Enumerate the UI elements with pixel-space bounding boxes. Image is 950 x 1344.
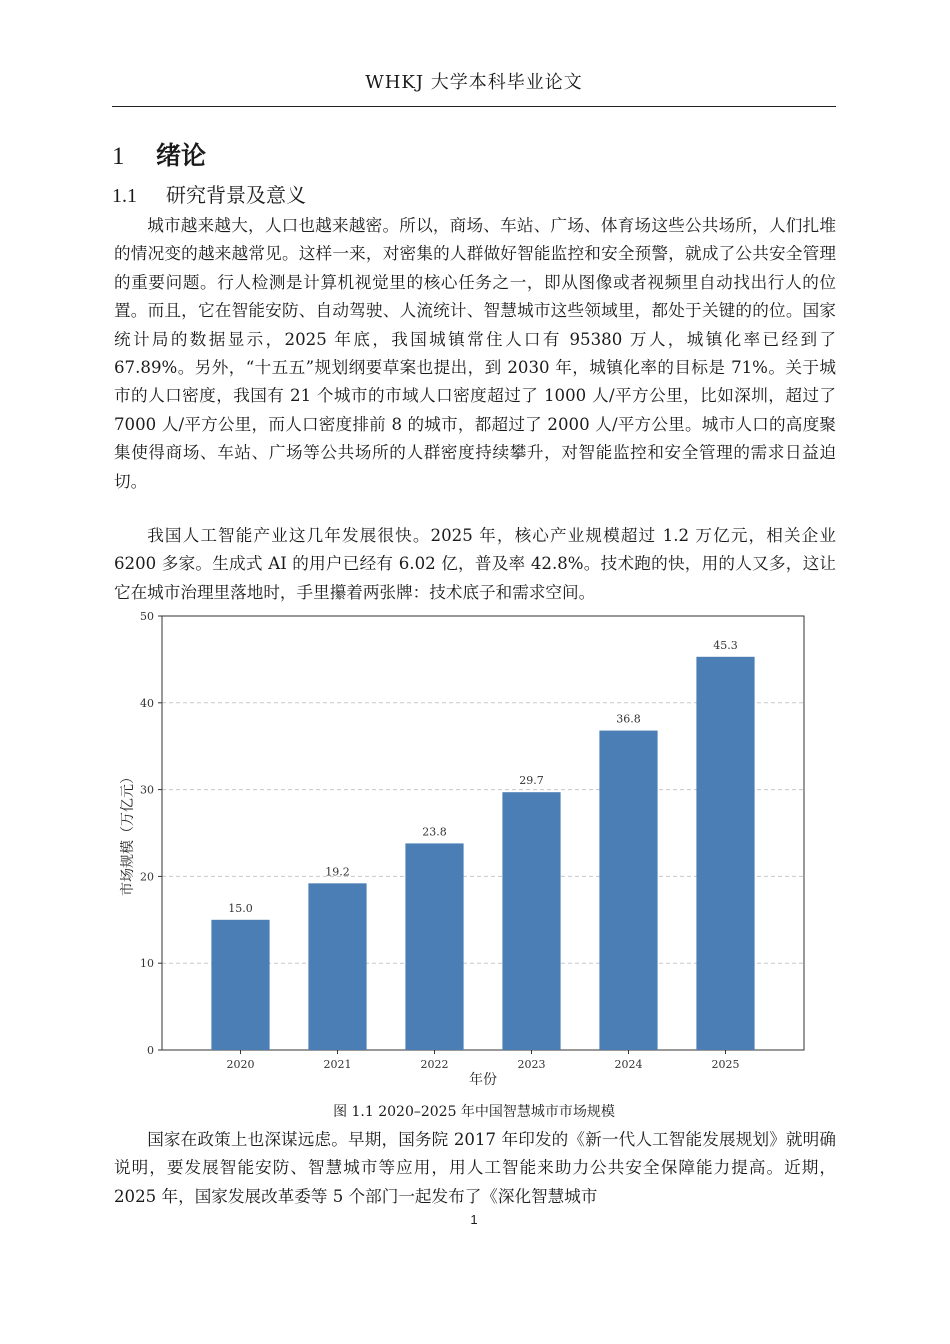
running-header: WHKJ 大学本科毕业论文 <box>365 72 583 93</box>
body-paragraph: 城市越来越大，人口也越来越密。所以，商场、车站、广场、体育场这些公共场所，人们扎堆的情况变的越来越常见。这样一来，对密集的人群做好智能监控和安全预警，就成了公共安全管理的重要问题。行人检测是计算机视觉里的核心任务之一，即从图像或者视频里自动找出行人的位置。而且，它在智能安防、自动驾驶、人流统计、智慧城市这些领域里，都处于关键的的位。国家统计局的数据显示，2025 年底，我国城镇常住人口有 95380 万人，城镇化率已经到了 67.89%。另外，“十五五”规划纲要草案也提出，到 2030 年，城镇化率的目标是 71%。关于城市的人口密度，我国有 21 个城市的市域人口密度超过了 1000 人/平方公里，比如深圳，超过了 7000 人/平方公里，而人口密度排前 8 的城市，都超过了 2000 人/平方公里。城市人口的高度聚集使得商场、车站、广场等公共场所的人群密度持续攀升，对智能监控和安全管理的需求日益迫切。 <box>114 216 836 491</box>
y-tick-label: 30 <box>140 783 154 797</box>
x-tick-label: 2021 <box>323 1058 352 1071</box>
figure-caption: 图 1.1 2020–2025 年中国智慧城市市场规模 <box>333 1104 615 1120</box>
chapter-title: 绪论 <box>156 141 207 170</box>
bar-value-label: 19.2 <box>325 865 350 879</box>
y-tick-label: 40 <box>140 696 154 710</box>
y-tick-label: 20 <box>140 870 154 884</box>
section-number: 1.1 <box>112 185 137 207</box>
bar-2023 <box>502 792 560 1050</box>
header-rule <box>112 106 836 107</box>
bar-value-label: 45.3 <box>713 638 738 652</box>
section-title: 研究背景及意义 <box>166 183 306 207</box>
body-paragraph: 我国人工智能产业这几年发展很快。2025 年，核心产业规模超过 1.2 万亿元，相关企业 6200 多家。生成式 AI 的用户已经有 6.02 亿，普及率 42.8%。技术跑的快，用的人又多，这让它在城市治理里落地时，手里攥着两张牌：技术底子和需求空间。 <box>114 526 836 602</box>
y-tick-label: 10 <box>140 957 154 971</box>
bar-2021 <box>308 883 366 1050</box>
x-tick-label: 2025 <box>711 1058 740 1071</box>
x-tick-label: 2024 <box>614 1058 643 1071</box>
y-tick-label: 0 <box>147 1044 154 1057</box>
bar-chart <box>112 606 836 1094</box>
y-tick-labels <box>140 610 162 1057</box>
bar-2020 <box>211 920 269 1050</box>
bar-value-label: 23.8 <box>422 825 447 839</box>
bar-value-label: 29.7 <box>519 774 544 788</box>
chapter-number: 1 <box>112 143 125 170</box>
x-tick-label: 2023 <box>517 1058 546 1071</box>
page-number: 1 <box>470 1212 478 1227</box>
x-tick-labels <box>227 1050 740 1071</box>
chapter-heading <box>112 136 206 172</box>
bar-value-label: 36.8 <box>616 712 641 726</box>
bar-2025 <box>696 657 754 1050</box>
bar-value-label: 15.0 <box>228 901 253 915</box>
y-axis-label: 市场规模（万亿元） <box>120 770 136 896</box>
x-tick-label: 2022 <box>420 1058 449 1071</box>
section-heading <box>112 179 306 208</box>
bar-2024 <box>599 731 657 1050</box>
bar-2022 <box>405 843 463 1050</box>
x-axis-label: 年份 <box>469 1072 497 1088</box>
x-tick-label: 2020 <box>226 1058 255 1071</box>
y-tick-label: 50 <box>140 610 154 623</box>
bars <box>211 639 754 1050</box>
body-paragraph: 国家在政策上也深谋远虑。早期，国务院 2017 年印发的《新一代人工智能发展规划》就明确说明，要发展智能安防、智慧城市等应用，用人工智能来助力公共安全保障能力提高。近期，2025 年，国家发展改革委等 5 个部门一起发布了《深化智慧城市 <box>114 1130 836 1206</box>
